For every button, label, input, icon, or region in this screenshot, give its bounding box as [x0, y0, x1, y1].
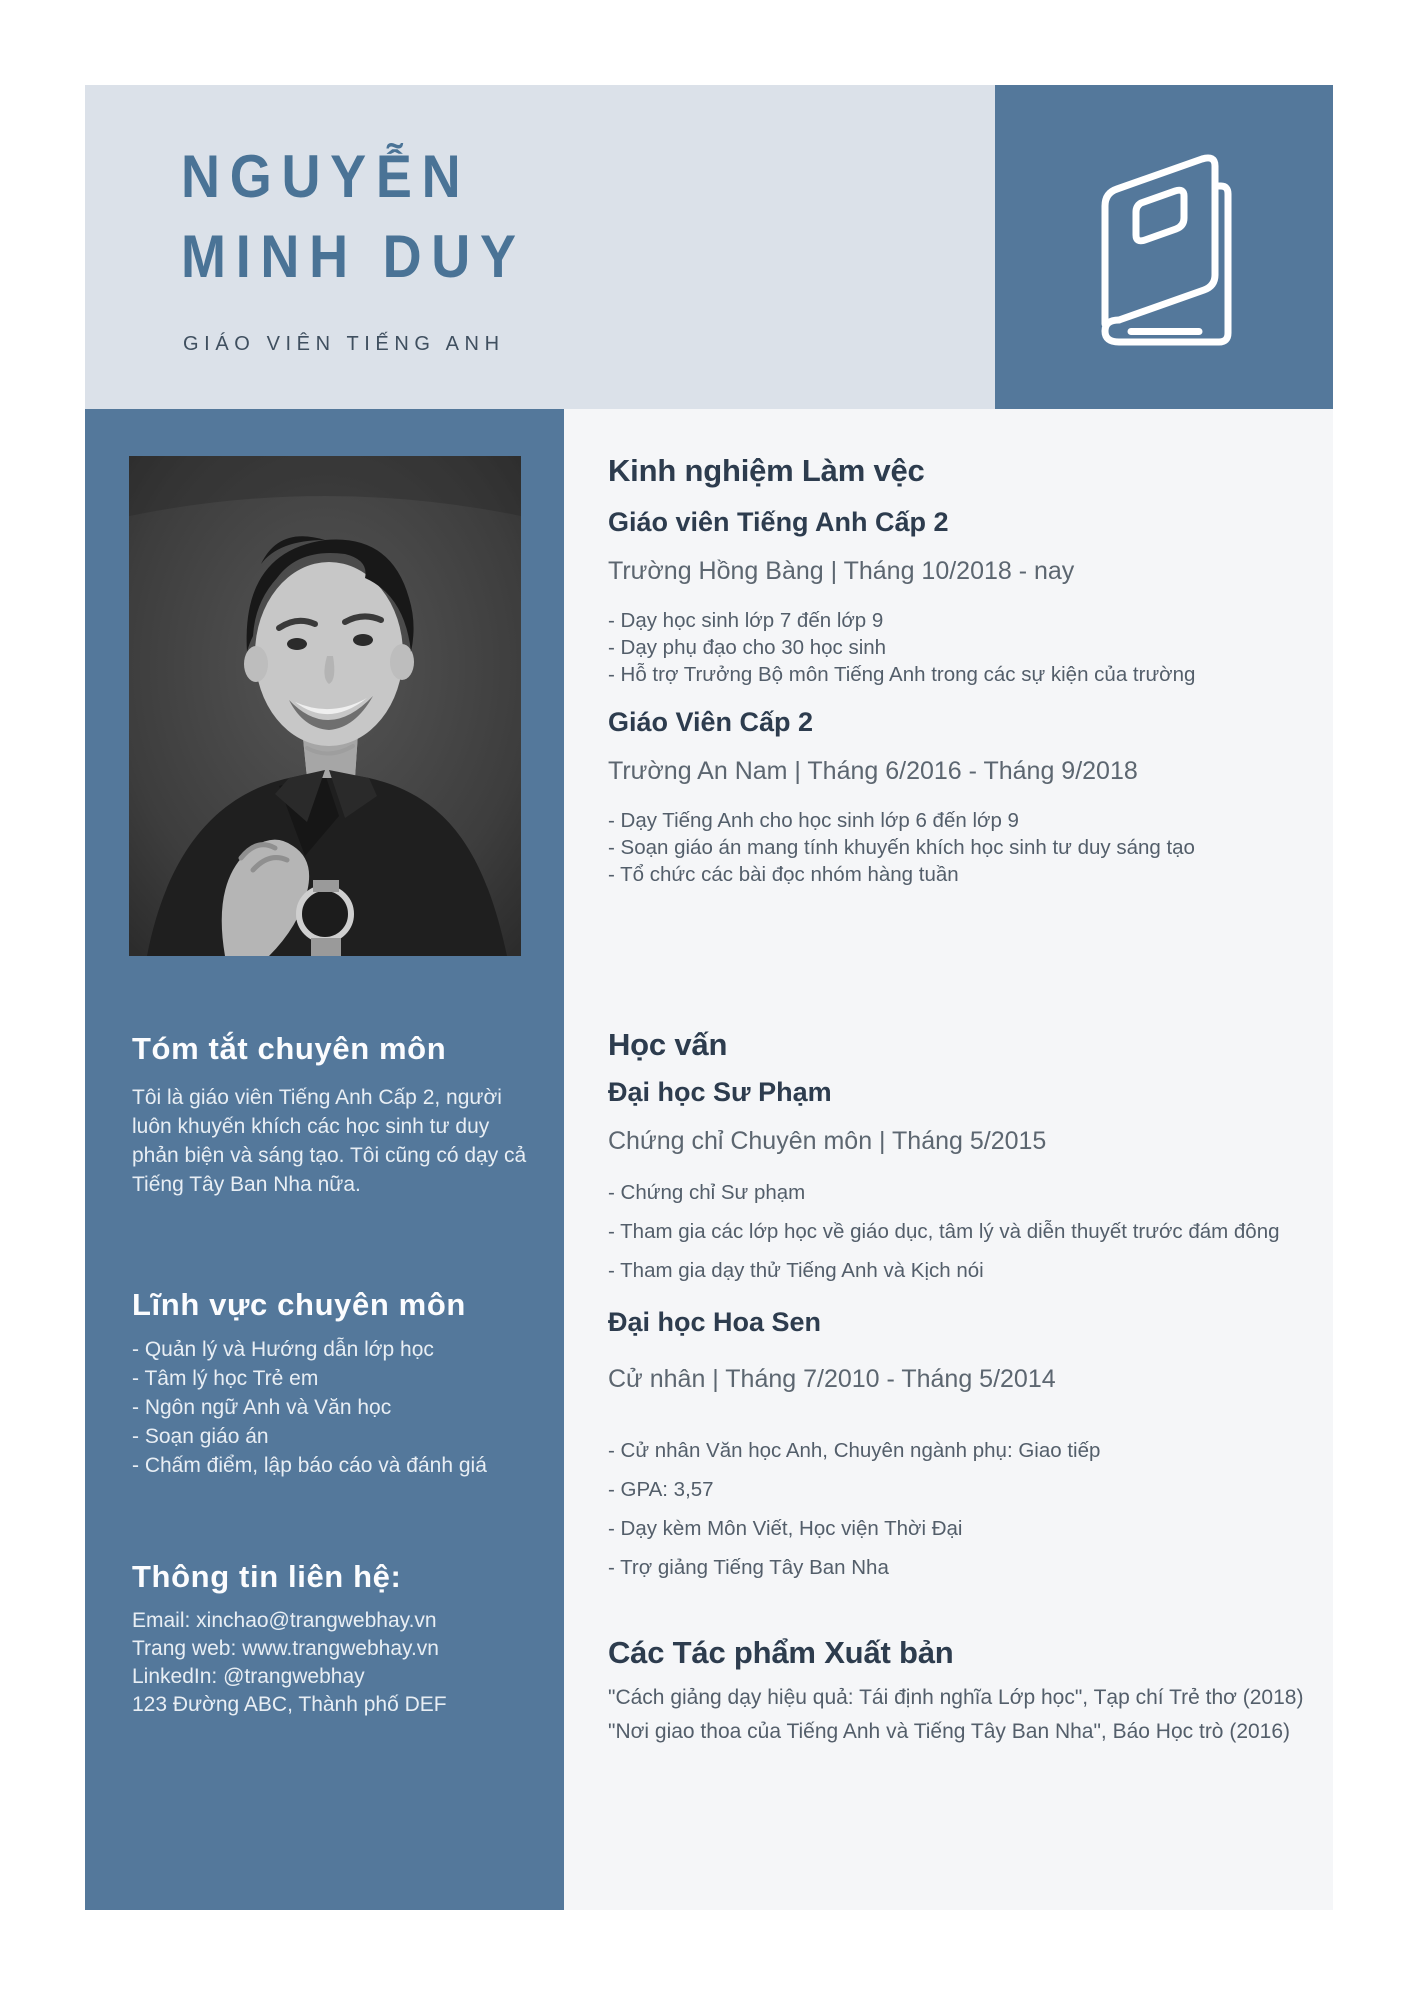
- publications-list: [608, 1681, 1323, 1749]
- profile-photo: [129, 456, 521, 956]
- school-bullet: - Chứng chỉ Sư phạm: [608, 1181, 806, 1204]
- book-icon-panel: [995, 85, 1333, 409]
- summary-text: Tôi là giáo viên Tiếng Anh Cấp 2, người luôn khuyến khích các học sinh tư duy phản biện và sáng tạo. Tôi cũng có dạy cả Tiếng Tây Ban Nha nữa.: [132, 1086, 527, 1196]
- job-bullet: - Dạy phụ đạo cho 30 học sinh: [608, 636, 887, 659]
- expertise-item: - Tâm lý học Trẻ em: [132, 1367, 319, 1390]
- school-name: Đại học Hoa Sen: [608, 1307, 822, 1337]
- expertise-item: - Quản lý và Hướng dẫn lớp học: [132, 1338, 434, 1361]
- job-bullet: - Tổ chức các bài đọc nhóm hàng tuần: [608, 863, 959, 886]
- education-title: Học vấn: [608, 1027, 728, 1062]
- person-name: [181, 137, 526, 297]
- summary-title: Tóm tắt chuyên môn: [132, 1031, 447, 1066]
- school-bullets: [608, 1431, 1323, 1587]
- school-bullet: - Dạy kèm Môn Viết, Học viện Thời Đại: [608, 1517, 963, 1540]
- expertise-item: - Chấm điểm, lập báo cáo và đánh giá: [132, 1454, 487, 1477]
- expertise-title: Lĩnh vực chuyên môn: [132, 1287, 466, 1322]
- header-panel: [85, 85, 995, 409]
- contact-list: [132, 1607, 552, 1719]
- name-line1: NGUYỄN: [181, 143, 471, 210]
- portrait-illustration: [129, 456, 521, 956]
- school-name: Đại học Sư Phạm: [608, 1077, 832, 1107]
- job-bullet: - Dạy học sinh lớp 7 đến lớp 9: [608, 609, 884, 632]
- school-bullet: - GPA: 3,57: [608, 1478, 714, 1501]
- job-role: Giáo viên Tiếng Anh Cấp 2: [608, 507, 949, 537]
- name-line2: MINH DUY: [181, 223, 526, 290]
- book-icon: [1095, 133, 1235, 355]
- expertise-item: - Soạn giáo án: [132, 1425, 269, 1448]
- job-meta: Trường An Nam | Tháng 6/2016 - Tháng 9/2018: [608, 757, 1138, 785]
- contact-website: Trang web: www.trangwebhay.vn: [132, 1637, 439, 1660]
- school-bullet: - Tham gia dạy thử Tiếng Anh và Kịch nói: [608, 1259, 984, 1282]
- school-bullets: [608, 1173, 1323, 1290]
- experience-title: Kinh nghiệm Làm vệc: [608, 453, 925, 488]
- job-bullet: - Dạy Tiếng Anh cho học sinh lớp 6 đến lớp 9: [608, 809, 1019, 832]
- contact-email: Email: xinchao@trangwebhay.vn: [132, 1609, 437, 1632]
- publications-title: Các Tác phẩm Xuất bản: [608, 1635, 954, 1670]
- school-bullet: - Trợ giảng Tiếng Tây Ban Nha: [608, 1556, 889, 1579]
- main-column: [564, 409, 1333, 1910]
- job-role: Giáo Viên Cấp 2: [608, 707, 814, 737]
- school-meta: Cử nhân | Tháng 7/2010 - Tháng 5/2014: [608, 1365, 1056, 1393]
- publication-item: "Cách giảng dạy hiệu quả: Tái định nghĩa Lớp học", Tạp chí Trẻ thơ (2018): [608, 1686, 1304, 1709]
- job-bullets: [608, 807, 1323, 888]
- contact-address: 123 Đường ABC, Thành phố DEF: [132, 1693, 447, 1716]
- job-bullet: - Hỗ trợ Trưởng Bộ môn Tiếng Anh trong các sự kiện của trường: [608, 663, 1196, 686]
- expertise-list: [132, 1335, 552, 1480]
- job-bullets: [608, 607, 1323, 688]
- expertise-item: - Ngôn ngữ Anh và Văn học: [132, 1396, 392, 1419]
- school-bullet: - Cử nhân Văn học Anh, Chuyên ngành phụ: Giao tiếp: [608, 1439, 1101, 1462]
- contact-title: Thông tin liên hệ:: [132, 1559, 402, 1594]
- contact-linkedin: LinkedIn: @trangwebhay: [132, 1665, 365, 1688]
- job-subtitle: GIÁO VIÊN TIẾNG ANH: [183, 333, 505, 355]
- job-meta: Trường Hồng Bàng | Tháng 10/2018 - nay: [608, 557, 1075, 585]
- publication-item: "Nơi giao thoa của Tiếng Anh và Tiếng Tây Ban Nha", Báo Học trò (2016): [608, 1720, 1291, 1743]
- school-meta: Chứng chỉ Chuyên môn | Tháng 5/2015: [608, 1127, 1047, 1155]
- job-bullet: - Soạn giáo án mang tính khuyến khích học sinh tư duy sáng tạo: [608, 836, 1195, 859]
- school-bullet: - Tham gia các lớp học về giáo dục, tâm lý và diễn thuyết trước đám đông: [608, 1220, 1280, 1243]
- sidebar: [85, 409, 564, 1910]
